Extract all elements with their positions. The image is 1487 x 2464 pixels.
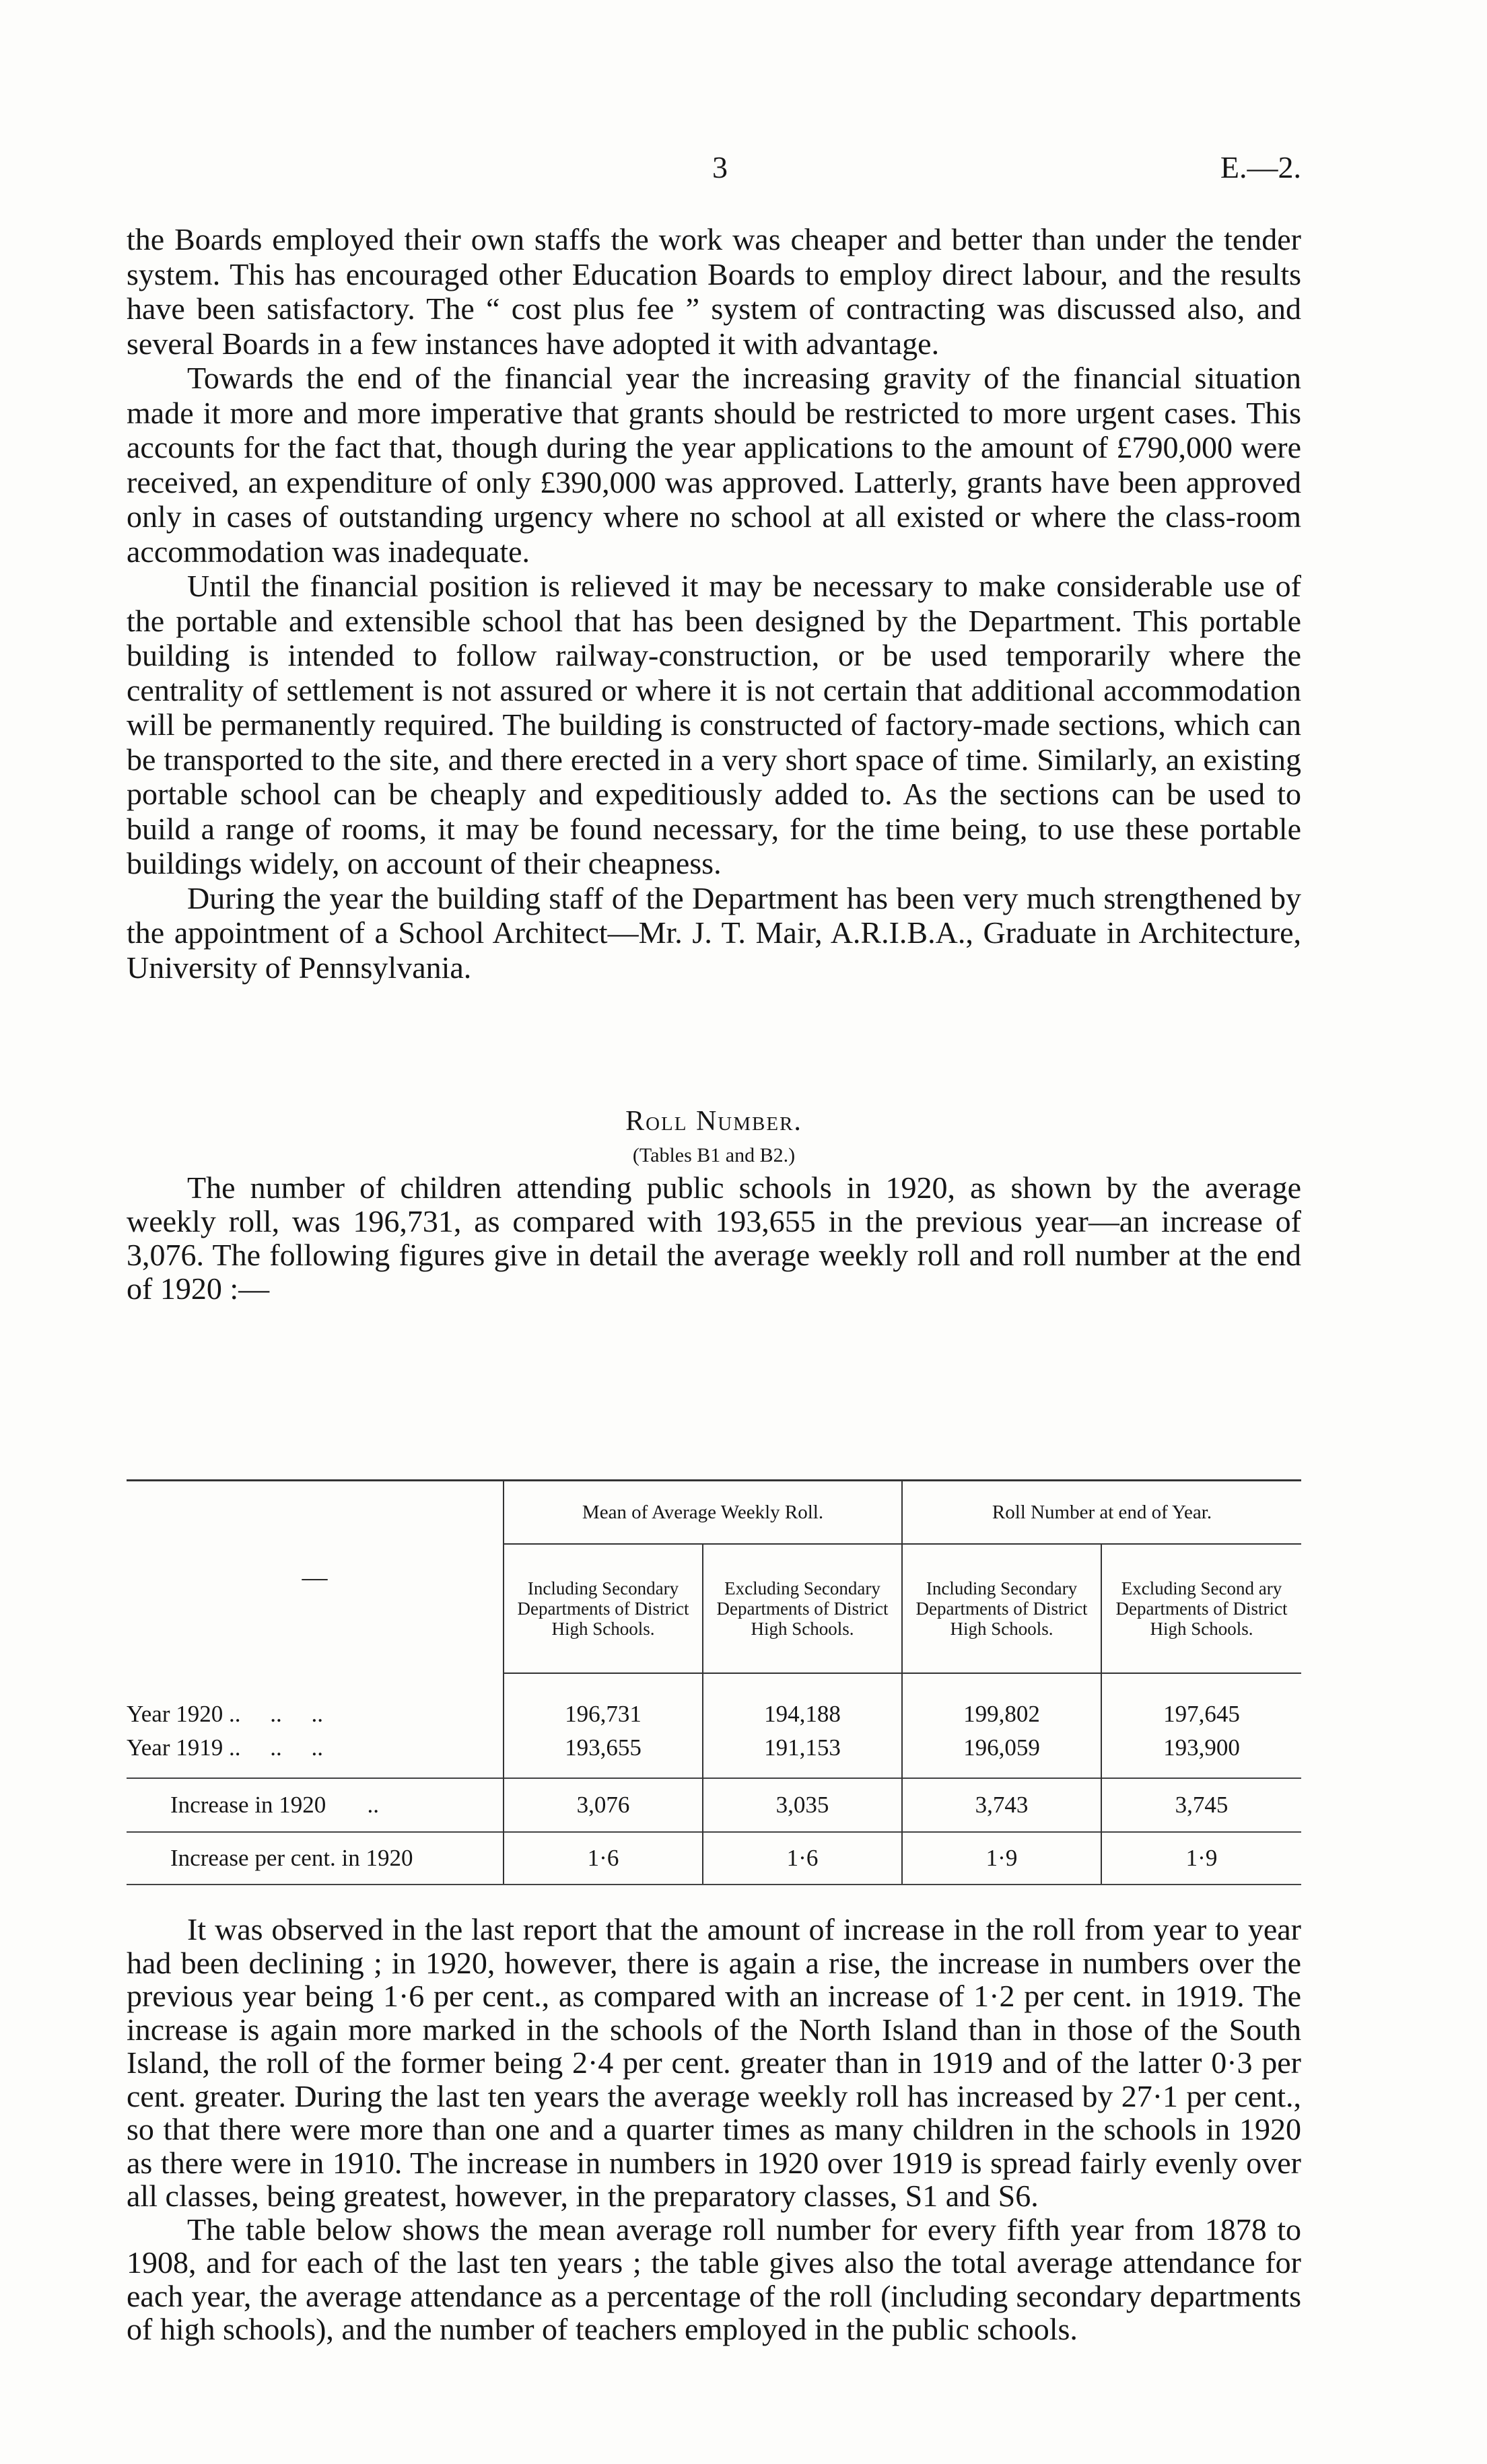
- table-cell: 193,655: [504, 1731, 703, 1765]
- group-header-roll-end-year: Roll Number at end of Year.: [902, 1481, 1301, 1545]
- column-header: Including Secondary Departments of District High Schools.: [902, 1544, 1101, 1673]
- section-heading: Roll Number.: [625, 1106, 802, 1137]
- document-reference: E.—2.: [1220, 150, 1301, 184]
- paragraph: The number of children attending public schools in 1920, as shown by the average weekly roll, was 196,731, as compared with 193,655 in the previous year—an increase of 3,076. The following figures give in detail the average weekly roll and roll number at the end of 1920 :—: [127, 1170, 1301, 1306]
- table-row: [127, 1832, 1301, 1885]
- table-cell: 1·9: [1101, 1832, 1301, 1885]
- table-cell: 196,059: [902, 1731, 1101, 1765]
- table-cell: 193,900: [1101, 1731, 1301, 1765]
- stub-header: —: [127, 1481, 504, 1674]
- paragraph: the Boards employed their own staffs the work was cheaper and better than under the tender system. This has encouraged other Education Boards to employ direct labour, and the results have been satisfactory. The “ cost plus fee ” system of contracting was discussed also, and several Boards in a few instances have adopted it with advantage.: [127, 222, 1301, 361]
- table-cell: 194,188: [703, 1697, 902, 1731]
- table-cell: 199,802: [902, 1697, 1101, 1731]
- column-header: Including Secondary Departments of District High Schools.: [504, 1544, 703, 1673]
- row-label: Increase per cent. in 1920: [127, 1832, 504, 1885]
- table-cell: 3,745: [1101, 1778, 1301, 1832]
- body-text-bottom: [127, 1913, 1301, 2346]
- paragraph: It was observed in the last report that the amount of increase in the roll from year to year had been declining ; in 1920, however, there is again a rise, the increase in numbers over the previous year being 1·6 per cent., as compared with an increase of 1·2 per cent. in 1919. The increase is again more marked in the schools of the North Island than in those of the South Island, the roll of the former being 2·4 per cent. greater than in 1919 and of the latter 0·3 per cent. greater. During the last ten years the average weekly roll has increased by 27·1 per cent., so that there were more than one and a quarter times as many children in the schools in 1920 as there were in 1910. The increase in numbers in 1920 over 1919 is spread fairly evenly over all classes, being greatest, however, in the preparatory classes, S1 and S6.: [127, 1912, 1301, 2213]
- paragraph: Towards the end of the financial year the increasing gravity of the financial situation made it more and more imperative that grants should be restricted to more urgent cases. This accounts for the fact that, though during the year applications to the amount of £790,000 were received, an expenditure of only £390,000 was approved. Latterly, grants have been approved only in cases of outstanding urgency where no school at all existed or where the class-room accommodation was inadequate.: [127, 361, 1301, 569]
- table-cell: 196,731: [504, 1697, 703, 1731]
- paragraph: The table below shows the mean average roll number for every fifth year from 1878 to 1908, and for each of the last ten years ; the table gives also the total average attendance for each year, the average attendance as a percentage of the roll (including secondary departments of high schools), and the number of teachers employed in the public schools.: [127, 2212, 1301, 2346]
- row-label: Year 1919 .. .. ..: [127, 1734, 323, 1761]
- row-label: Increase in 1920 ..: [127, 1778, 504, 1832]
- paragraph: Until the financial position is relieved it may be necessary to make considerable use of the portable and extensible school that has been designed by the Department. This portable building is intended to follow railway-construction, or be used temporarily where the centrality of settlement is not assured or where it is not certain that additional accommodation will be permanently required. The building is constructed of factory-made sections, which can be transported to the site, and there erected in a very short space of time. Similarly, an existing portable school can be cheaply and expeditiously added to. As the sections can be used to build a range of rooms, it may be found necessary, for the time being, to use these portable buildings widely, on account of their cheapness.: [127, 569, 1301, 880]
- table-cell: 3,076: [504, 1778, 703, 1832]
- table-row: [127, 1697, 1301, 1731]
- table-cell: 1·9: [902, 1832, 1101, 1885]
- column-header: Excluding Second ary Departments of District High Schools.: [1101, 1544, 1301, 1673]
- roll-paragraph: [127, 1171, 1301, 1306]
- table-row: [127, 1731, 1301, 1765]
- table-cell: 191,153: [703, 1731, 902, 1765]
- table-row: [127, 1778, 1301, 1832]
- table-cell: 3,743: [902, 1778, 1101, 1832]
- body-text-top: [127, 222, 1301, 985]
- column-header: Excluding Secondary Departments of District High Schools.: [703, 1544, 902, 1673]
- table-cell: 1·6: [504, 1832, 703, 1885]
- table-cell: 197,645: [1101, 1697, 1301, 1731]
- roll-number-table: [127, 1479, 1301, 1885]
- paragraph: During the year the building staff of the Department has been very much strengthened by the appointment of a School Architect—Mr. J. T. Mair, A.R.I.B.A., Graduate in Architecture, University of Pennsylvania.: [127, 880, 1301, 985]
- section-subheading: (Tables B1 and B2.): [632, 1144, 796, 1166]
- row-label: Year 1920 .. .. ..: [127, 1701, 323, 1727]
- page-number: 3: [712, 150, 728, 184]
- table-cell: 1·6: [703, 1832, 902, 1885]
- table-cell: 3,035: [703, 1778, 902, 1832]
- page-header: [127, 149, 1301, 190]
- group-header-mean-roll: Mean of Average Weekly Roll.: [504, 1481, 902, 1545]
